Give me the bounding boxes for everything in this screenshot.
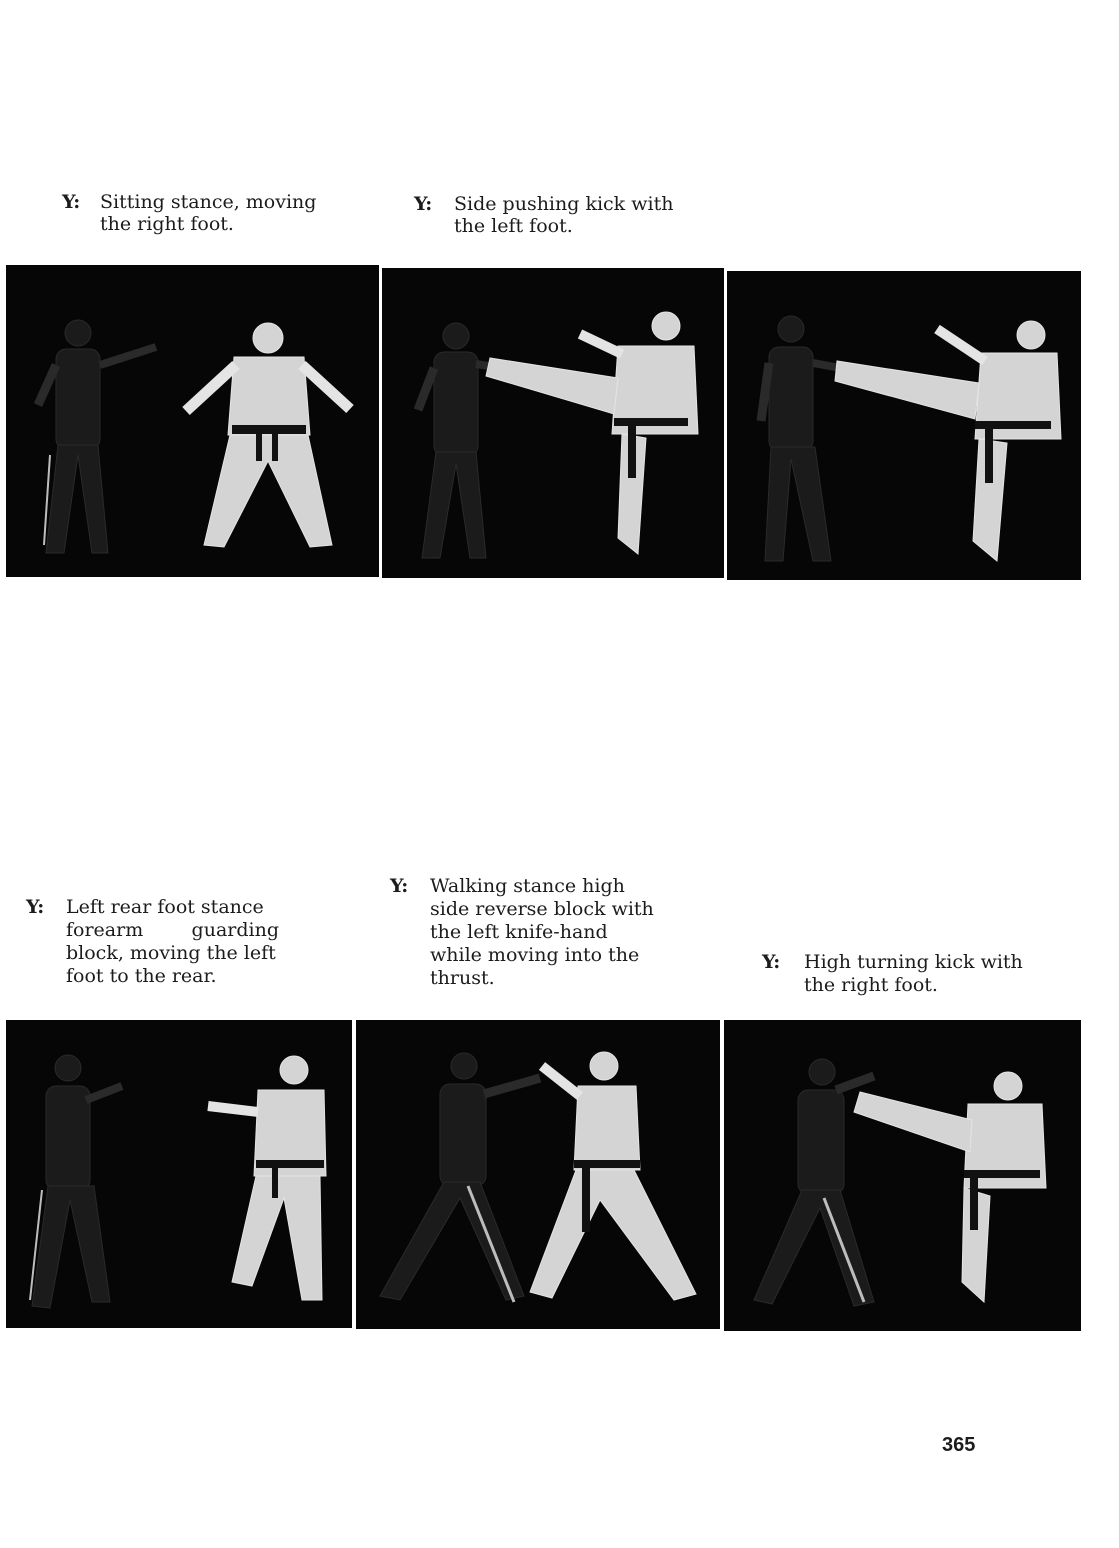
caption-line: foot to the rear. [66, 965, 217, 987]
speaker-label: Y: [62, 191, 81, 213]
sparring-partner-figure [418, 323, 502, 558]
caption-line: the right foot. [100, 213, 234, 235]
caption-line: Left rear foot stance [66, 896, 264, 918]
practitioner-figure [530, 1052, 696, 1300]
photo-guarding-block [6, 1020, 352, 1328]
caption-side-pushing-kick [414, 193, 714, 241]
sparring-partner-figure [754, 1059, 874, 1306]
photo-turning-kick [724, 1020, 1081, 1331]
caption-line: Walking stance high [430, 875, 625, 897]
practitioner-figure [854, 1072, 1046, 1302]
caption-guarding-block [26, 896, 326, 992]
caption-line: while moving into the [430, 944, 640, 966]
sparring-partner-figure [761, 316, 857, 561]
page-number: 365 [942, 1434, 976, 1456]
speaker-label: Y: [762, 951, 781, 973]
photo-sitting-stance [6, 265, 379, 577]
caption-line: the right foot. [804, 974, 938, 996]
sparring-partner-figure [380, 1053, 540, 1300]
practitioner-figure [835, 321, 1061, 561]
caption-sitting-stance [62, 191, 362, 239]
sparring-partner-figure [38, 320, 156, 553]
caption-line: thrust. [430, 967, 495, 989]
caption-line: Sitting stance, moving [100, 191, 317, 213]
caption-line: Side pushing kick with [454, 193, 674, 215]
practitioner-figure [208, 1056, 326, 1300]
photo-knife-hand-block [356, 1020, 720, 1329]
sparring-partner-figure [32, 1055, 122, 1308]
photo-side-kick-extended [727, 271, 1081, 580]
caption-turning-kick [762, 951, 1082, 999]
caption-knife-hand-block [390, 875, 690, 993]
caption-line: High turning kick with [804, 951, 1023, 973]
caption-line: forearm guarding [66, 919, 279, 941]
photo-side-kick-chamber [382, 268, 724, 578]
caption-line: block, moving the left [66, 942, 276, 964]
practitioner-figure [186, 323, 350, 547]
speaker-label: Y: [414, 193, 433, 215]
caption-line: the left foot. [454, 215, 573, 237]
practitioner-figure [486, 312, 698, 554]
speaker-label: Y: [390, 875, 409, 897]
speaker-label: Y: [26, 896, 45, 918]
caption-line: the left knife-hand [430, 921, 608, 943]
caption-line: side reverse block with [430, 898, 654, 920]
